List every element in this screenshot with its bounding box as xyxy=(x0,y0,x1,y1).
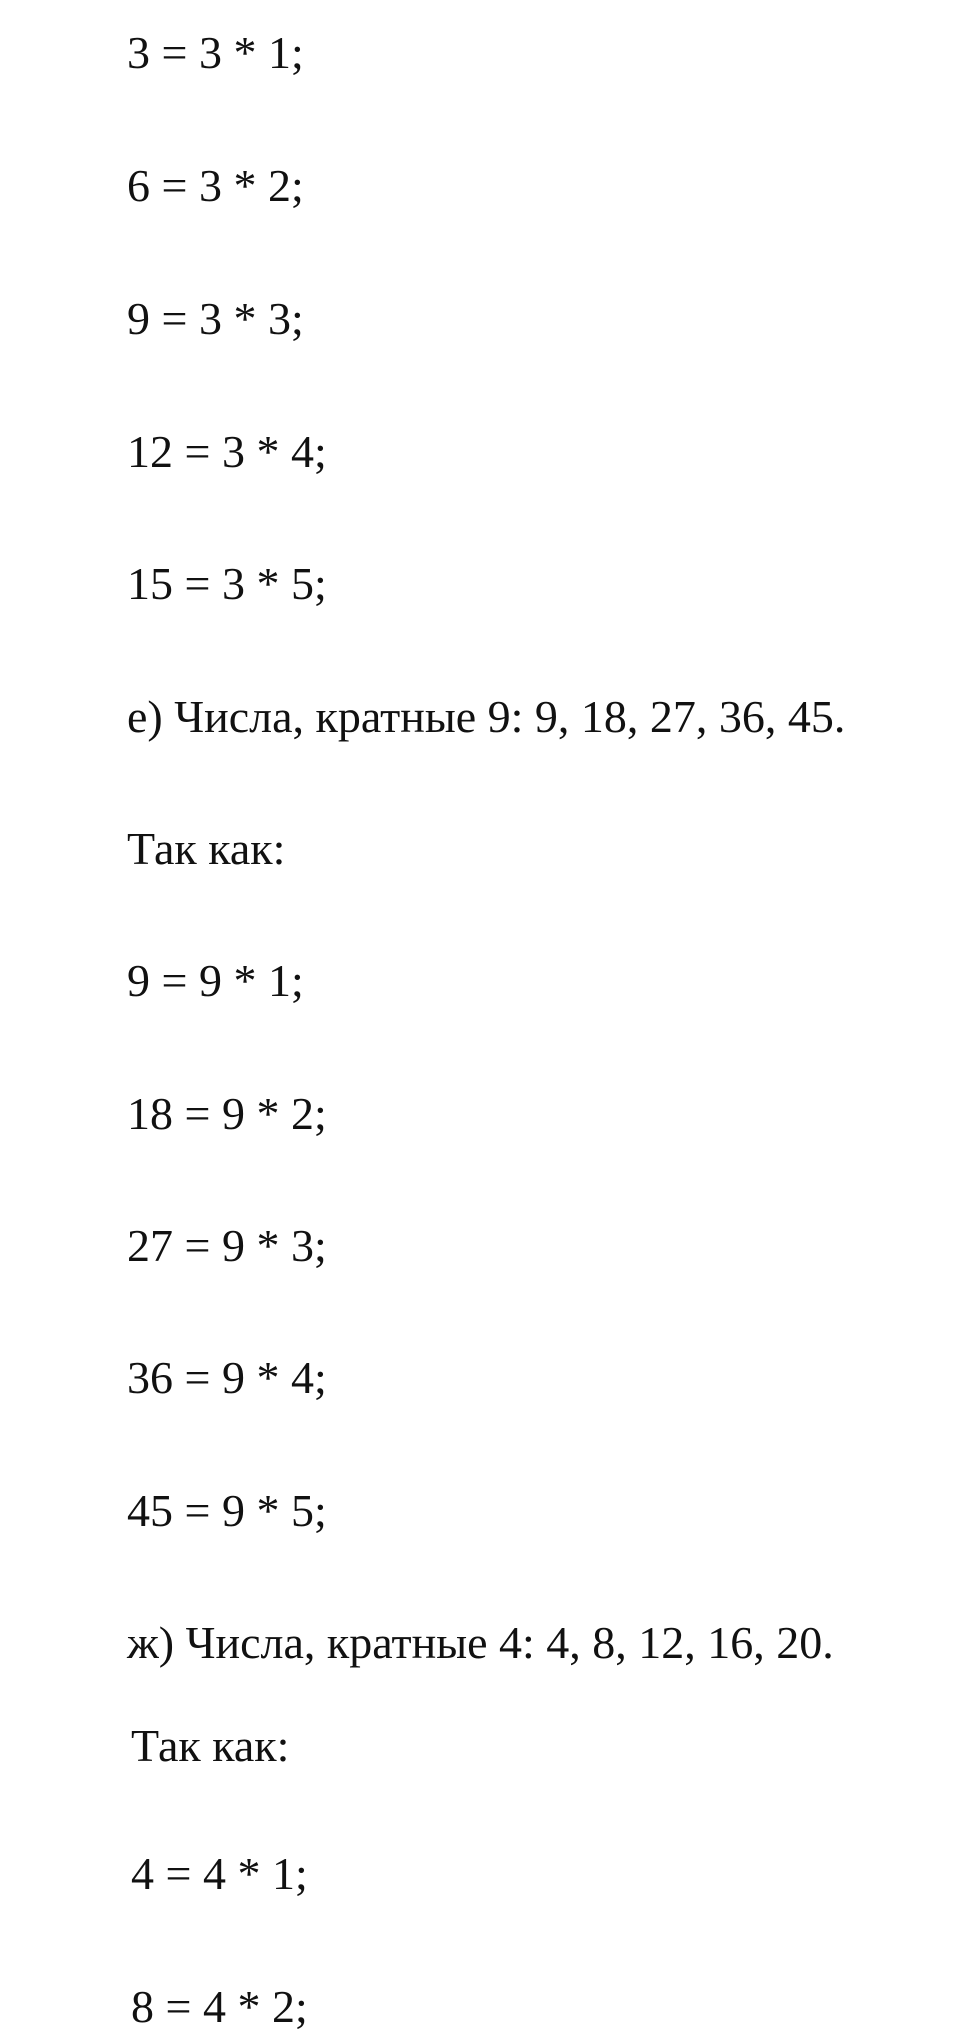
equation-line: 36 = 9 * 4; xyxy=(127,1352,327,1403)
equation-line: 45 = 9 * 5; xyxy=(127,1485,327,1536)
equation-line: 9 = 3 * 3; xyxy=(127,293,304,344)
section-heading-e: е) Числа, кратные 9: 9, 18, 27, 36, 45. xyxy=(127,691,846,742)
equation-line: 6 = 3 * 2; xyxy=(127,160,304,211)
equation-line: 18 = 9 * 2; xyxy=(127,1088,327,1139)
since-label: Так как: xyxy=(127,823,286,874)
section-heading-zh: ж) Числа, кратные 4: 4, 8, 12, 16, 20. xyxy=(127,1617,834,1668)
equation-line: 12 = 3 * 4; xyxy=(127,426,327,477)
equation-line: 8 = 4 * 2; xyxy=(131,1981,308,2032)
equation-line: 9 = 9 * 1; xyxy=(127,955,304,1006)
equation-line: 3 = 3 * 1; xyxy=(127,27,304,78)
equation-line: 15 = 3 * 5; xyxy=(127,558,327,609)
equation-line: 4 = 4 * 1; xyxy=(131,1848,308,1899)
equation-line: 27 = 9 * 3; xyxy=(127,1220,327,1271)
since-label: Так как: xyxy=(131,1720,290,1771)
